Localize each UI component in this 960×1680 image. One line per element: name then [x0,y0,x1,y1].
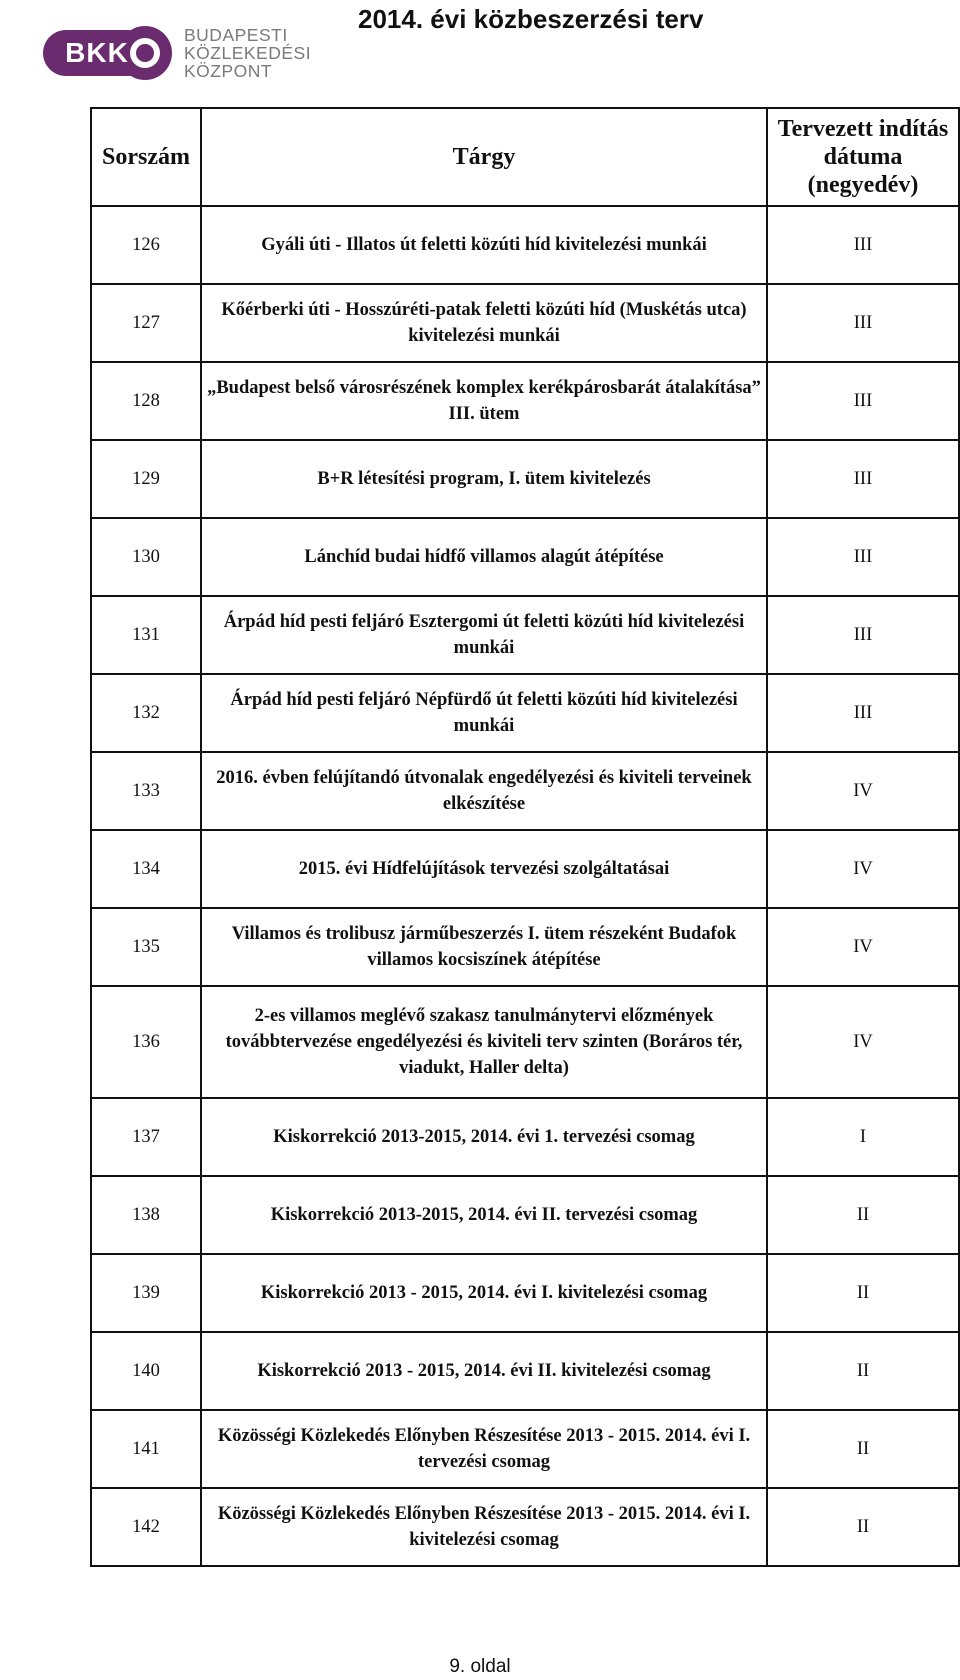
table-row [91,1254,959,1332]
header-serial-number: Sorszám [91,108,201,206]
row-quarter: III [767,362,959,440]
row-number: 130 [91,518,201,596]
table-header-row [91,108,959,206]
table-row [91,1488,959,1566]
page-number: 9. oldal [449,1656,511,1677]
row-quarter: II [767,1254,959,1332]
row-number: 126 [91,206,201,284]
row-subject: Lánchíd budai hídfő villamos alagút átépítése [201,518,767,596]
row-quarter: II [767,1488,959,1566]
document-title: 2014. évi közbeszerzési terv [358,4,704,34]
row-quarter: IV [767,752,959,830]
row-subject: 2016. évben felújítandó útvonalak engedélyezési és kiviteli terveinek elkészítése [201,752,767,830]
logo-name-line: BUDAPESTI [184,25,288,45]
row-subject: Kőérberki úti - Hosszúréti-patak feletti közúti híd (Muskétás utca) kivitelezési munkái [201,284,767,362]
row-subject: Kiskorrekció 2013 - 2015, 2014. évi I. kivitelezési csomag [201,1254,767,1332]
row-number: 132 [91,674,201,752]
row-number: 135 [91,908,201,986]
row-number: 134 [91,830,201,908]
table-row [91,752,959,830]
table-row [91,440,959,518]
row-subject: B+R létesítési program, I. ütem kivitelezés [201,440,767,518]
table-row [91,284,959,362]
row-number: 127 [91,284,201,362]
row-quarter: III [767,284,959,362]
row-subject: Kiskorrekció 2013-2015, 2014. évi II. tervezési csomag [201,1176,767,1254]
table-row [91,596,959,674]
bkk-logo [42,24,311,82]
row-quarter: III [767,206,959,284]
table-row [91,908,959,986]
procurement-plan-table [90,107,960,1567]
row-quarter: II [767,1176,959,1254]
row-number: 141 [91,1410,201,1488]
row-number: 138 [91,1176,201,1254]
row-subject: Közösségi Közlekedés Előnyben Részesítése 2013 - 2015. 2014. évi I. tervezési csomag [201,1410,767,1488]
row-subject: Gyáli úti - Illatos út feletti közúti híd kivitelezési munkái [201,206,767,284]
table-row [91,986,959,1098]
row-number: 142 [91,1488,201,1566]
bkk-logo-badge [42,24,174,82]
header-planned-start-quarter: Tervezett indítás dátuma (negyedév) [767,108,959,206]
table-row [91,206,959,284]
table-row [91,1410,959,1488]
row-quarter: III [767,596,959,674]
row-quarter: II [767,1332,959,1410]
header-subject: Tárgy [201,108,767,206]
row-quarter: III [767,674,959,752]
row-number: 128 [91,362,201,440]
bkk-logo-badge-text: BKK [65,37,129,68]
row-number: 129 [91,440,201,518]
table-row [91,830,959,908]
row-number: 139 [91,1254,201,1332]
logo-name-line: KÖZLEKEDÉSI [184,43,312,63]
row-number: 133 [91,752,201,830]
row-quarter: IV [767,908,959,986]
table-row [91,1332,959,1410]
row-subject: „Budapest belső városrészének komplex kerékpárosbarát átalakítása” III. ütem [201,362,767,440]
row-number: 131 [91,596,201,674]
bkk-logo-name [184,26,311,80]
row-subject: 2-es villamos meglévő szakasz tanulmánytervi előzmények továbbtervezése engedélyezési és kiviteli terv szinten (Boráros tér, viadukt, Haller delta) [201,986,767,1098]
logo-name-line: KÖZPONT [184,61,273,81]
row-number: 137 [91,1098,201,1176]
row-quarter: I [767,1098,959,1176]
row-number: 136 [91,986,201,1098]
row-subject: Árpád híd pesti feljáró Esztergomi út feletti közúti híd kivitelezési munkái [201,596,767,674]
row-quarter: IV [767,986,959,1098]
row-quarter: III [767,440,959,518]
row-subject: 2015. évi Hídfelújítások tervezési szolgáltatásai [201,830,767,908]
row-subject: Közösségi Közlekedés Előnyben Részesítése 2013 - 2015. 2014. évi I. kivitelezési csomag [201,1488,767,1566]
row-subject: Kiskorrekció 2013 - 2015, 2014. évi II. kivitelezési csomag [201,1332,767,1410]
table-row [91,518,959,596]
table-row [91,674,959,752]
row-subject: Árpád híd pesti feljáró Népfürdő út feletti közúti híd kivitelezési munkái [201,674,767,752]
table-row [91,1176,959,1254]
row-quarter: II [767,1410,959,1488]
row-subject: Kiskorrekció 2013-2015, 2014. évi 1. tervezési csomag [201,1098,767,1176]
row-quarter: IV [767,830,959,908]
table-row [91,1098,959,1176]
row-number: 140 [91,1332,201,1410]
table-row [91,362,959,440]
row-subject: Villamos és trolibusz járműbeszerzés I. ütem részeként Budafok villamos kocsiszínek átépítése [201,908,767,986]
row-quarter: III [767,518,959,596]
